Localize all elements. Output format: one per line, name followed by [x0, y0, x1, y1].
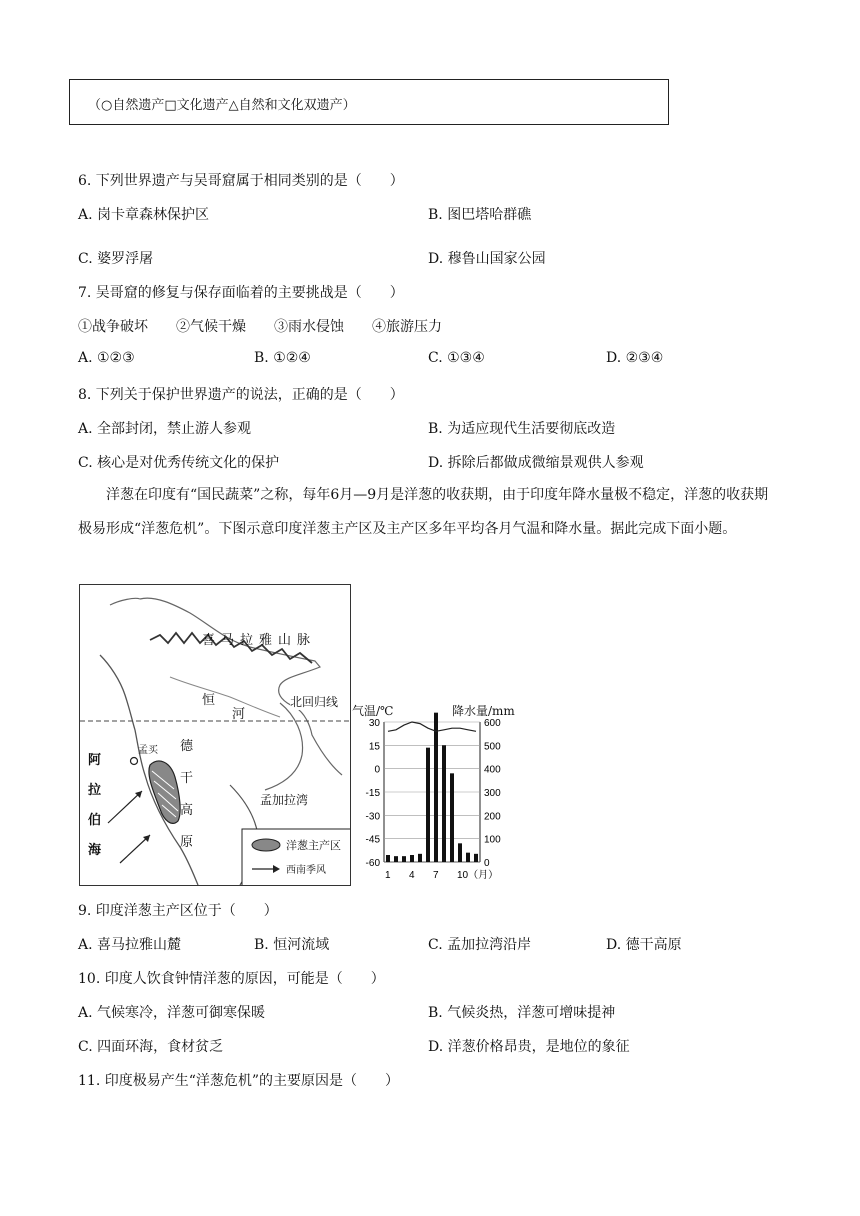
- q6-option-b: B. 图巴塔哈群礁: [428, 207, 532, 223]
- precip-bar: [418, 854, 422, 862]
- label-arabian-3: 伯: [88, 813, 102, 828]
- label-tropic: 北回归线: [290, 695, 339, 709]
- q9-option-c: C. 孟加拉湾沿岸: [428, 937, 532, 953]
- label-bay-of-bengal: 孟加拉湾: [260, 793, 309, 807]
- climate-chart-svg: [352, 700, 522, 890]
- q9-option-a: A. 喜马拉雅山麓: [78, 937, 182, 953]
- precip-bar: [466, 853, 470, 862]
- q7-items: ①战争破坏 ②气候干燥 ③雨水侵蚀 ④旅游压力: [78, 319, 442, 335]
- precip-tick-label: 500: [484, 741, 501, 753]
- label-himalaya: 喜马拉雅山脉: [202, 633, 317, 648]
- precip-tick-label: 400: [484, 764, 501, 776]
- q7-option-d: D. ②③④: [606, 350, 664, 366]
- question-8-stem: 8. 下列关于保护世界遗产的说法，正确的是（ ）: [78, 387, 404, 403]
- x-tick-label: 10（月）: [457, 870, 499, 881]
- label-ganges-2: 河: [232, 707, 246, 722]
- precip-bar: [474, 854, 478, 862]
- q9-option-b: B. 恒河流域: [254, 937, 330, 953]
- q6-option-d: D. 穆鲁山国家公园: [428, 251, 546, 267]
- question-7-stem: 7. 吴哥窟的修复与保存面临着的主要挑战是（ ）: [78, 285, 404, 301]
- reading-passage: 洋葱在印度有“国民蔬菜”之称，每年6月—9月是洋葱的收获期，由于印度年降水量极不稳定，洋葱的收获期极易形成“洋葱危机”。下图示意印度洋葱主产区及主产区多年平均各月气温和降水量。据此完成下面小题。: [78, 487, 769, 537]
- question-9-stem: 9. 印度洋葱主产区位于（ ）: [78, 903, 278, 919]
- q10-option-b: B. 气候炎热，洋葱可增味提神: [428, 1005, 616, 1021]
- question-6-stem: 6. 下列世界遗产与吴哥窟属于相同类别的是（ ）: [78, 173, 404, 189]
- precip-bar: [434, 713, 438, 862]
- label-mumbai: 孟买: [138, 745, 158, 756]
- precip-bar: [426, 748, 430, 862]
- label-arabian-1: 阿: [88, 753, 102, 768]
- precip-tick-label: 300: [484, 788, 501, 799]
- legend-monsoon: 西南季风: [286, 865, 326, 876]
- temp-tick-label: 30: [368, 718, 380, 729]
- temp-tick-label: -45: [365, 834, 380, 846]
- precip-bar: [386, 855, 390, 862]
- q9-option-d: D. 德干高原: [606, 937, 682, 953]
- label-deccan-2: 干: [180, 771, 194, 786]
- precip-axis-label: 降水量/mm: [452, 704, 515, 718]
- q7-option-b: B. ①②④: [254, 350, 311, 366]
- temp-tick-label: -60: [365, 858, 380, 869]
- precip-bar: [402, 856, 406, 862]
- precip-bar: [442, 745, 446, 862]
- q8-option-c: C. 核心是对优秀传统文化的保护: [78, 455, 280, 471]
- q8-option-b: B. 为适应现代生活要彻底改造: [428, 421, 616, 437]
- temp-tick-label: 0: [374, 764, 380, 776]
- precip-bar: [410, 855, 414, 862]
- temperature-line: [388, 722, 476, 731]
- x-tick-label: 4: [409, 870, 415, 881]
- q7-option-c: C. ①③④: [428, 350, 485, 366]
- q10-option-a: A. 气候寒冷，洋葱可御寒保暖: [78, 1005, 266, 1021]
- question-10-stem: 10. 印度人饮食钟情洋葱的原因，可能是（ ）: [78, 971, 385, 987]
- temp-tick-label: -30: [365, 811, 380, 823]
- label-deccan-4: 原: [180, 835, 194, 850]
- precip-bar: [394, 856, 398, 862]
- label-ganges-1: 恒: [202, 693, 216, 708]
- precip-bar: [450, 773, 454, 862]
- x-tick-label: 7: [433, 870, 439, 881]
- precip-bar: [458, 843, 462, 862]
- q10-option-d: D. 洋葱价格昂贵，是地位的象征: [428, 1039, 630, 1055]
- precip-tick-label: 100: [484, 834, 501, 846]
- q8-option-d: D. 拆除后都做成微缩景观供人参观: [428, 455, 644, 471]
- label-deccan-1: 德: [180, 739, 194, 754]
- temp-tick-label: -15: [365, 788, 380, 799]
- precip-tick-label: 0: [484, 858, 490, 869]
- legend-onion-area: 洋葱主产区: [286, 839, 341, 852]
- question-11-stem: 11. 印度极易产生“洋葱危机”的主要原因是（ ）: [78, 1073, 400, 1089]
- temp-axis-label: 气温/℃: [352, 704, 394, 718]
- q10-option-c: C. 四面环海，食材贫乏: [78, 1039, 224, 1055]
- india-map: [79, 584, 351, 886]
- legend-note-box: [69, 79, 669, 125]
- precip-tick-label: 200: [484, 811, 501, 823]
- label-deccan-3: 高: [180, 803, 194, 818]
- q6-option-c: C. 婆罗浮屠: [78, 251, 154, 267]
- precip-tick-label: 600: [484, 718, 501, 729]
- q6-option-a: A. 岗卡章森林保护区: [78, 207, 210, 223]
- x-tick-label: 1: [385, 870, 391, 881]
- temp-tick-label: 15: [368, 741, 380, 753]
- climate-chart: [352, 700, 522, 890]
- legend-note: （○自然遗产□文化遗产△自然和文化双遗产）: [88, 98, 356, 113]
- label-arabian-2: 拉: [88, 783, 102, 798]
- label-arabian-4: 海: [88, 843, 102, 858]
- q8-option-a: A. 全部封闭，禁止游人参观: [78, 421, 252, 437]
- q7-option-a: A. ①②③: [78, 350, 135, 366]
